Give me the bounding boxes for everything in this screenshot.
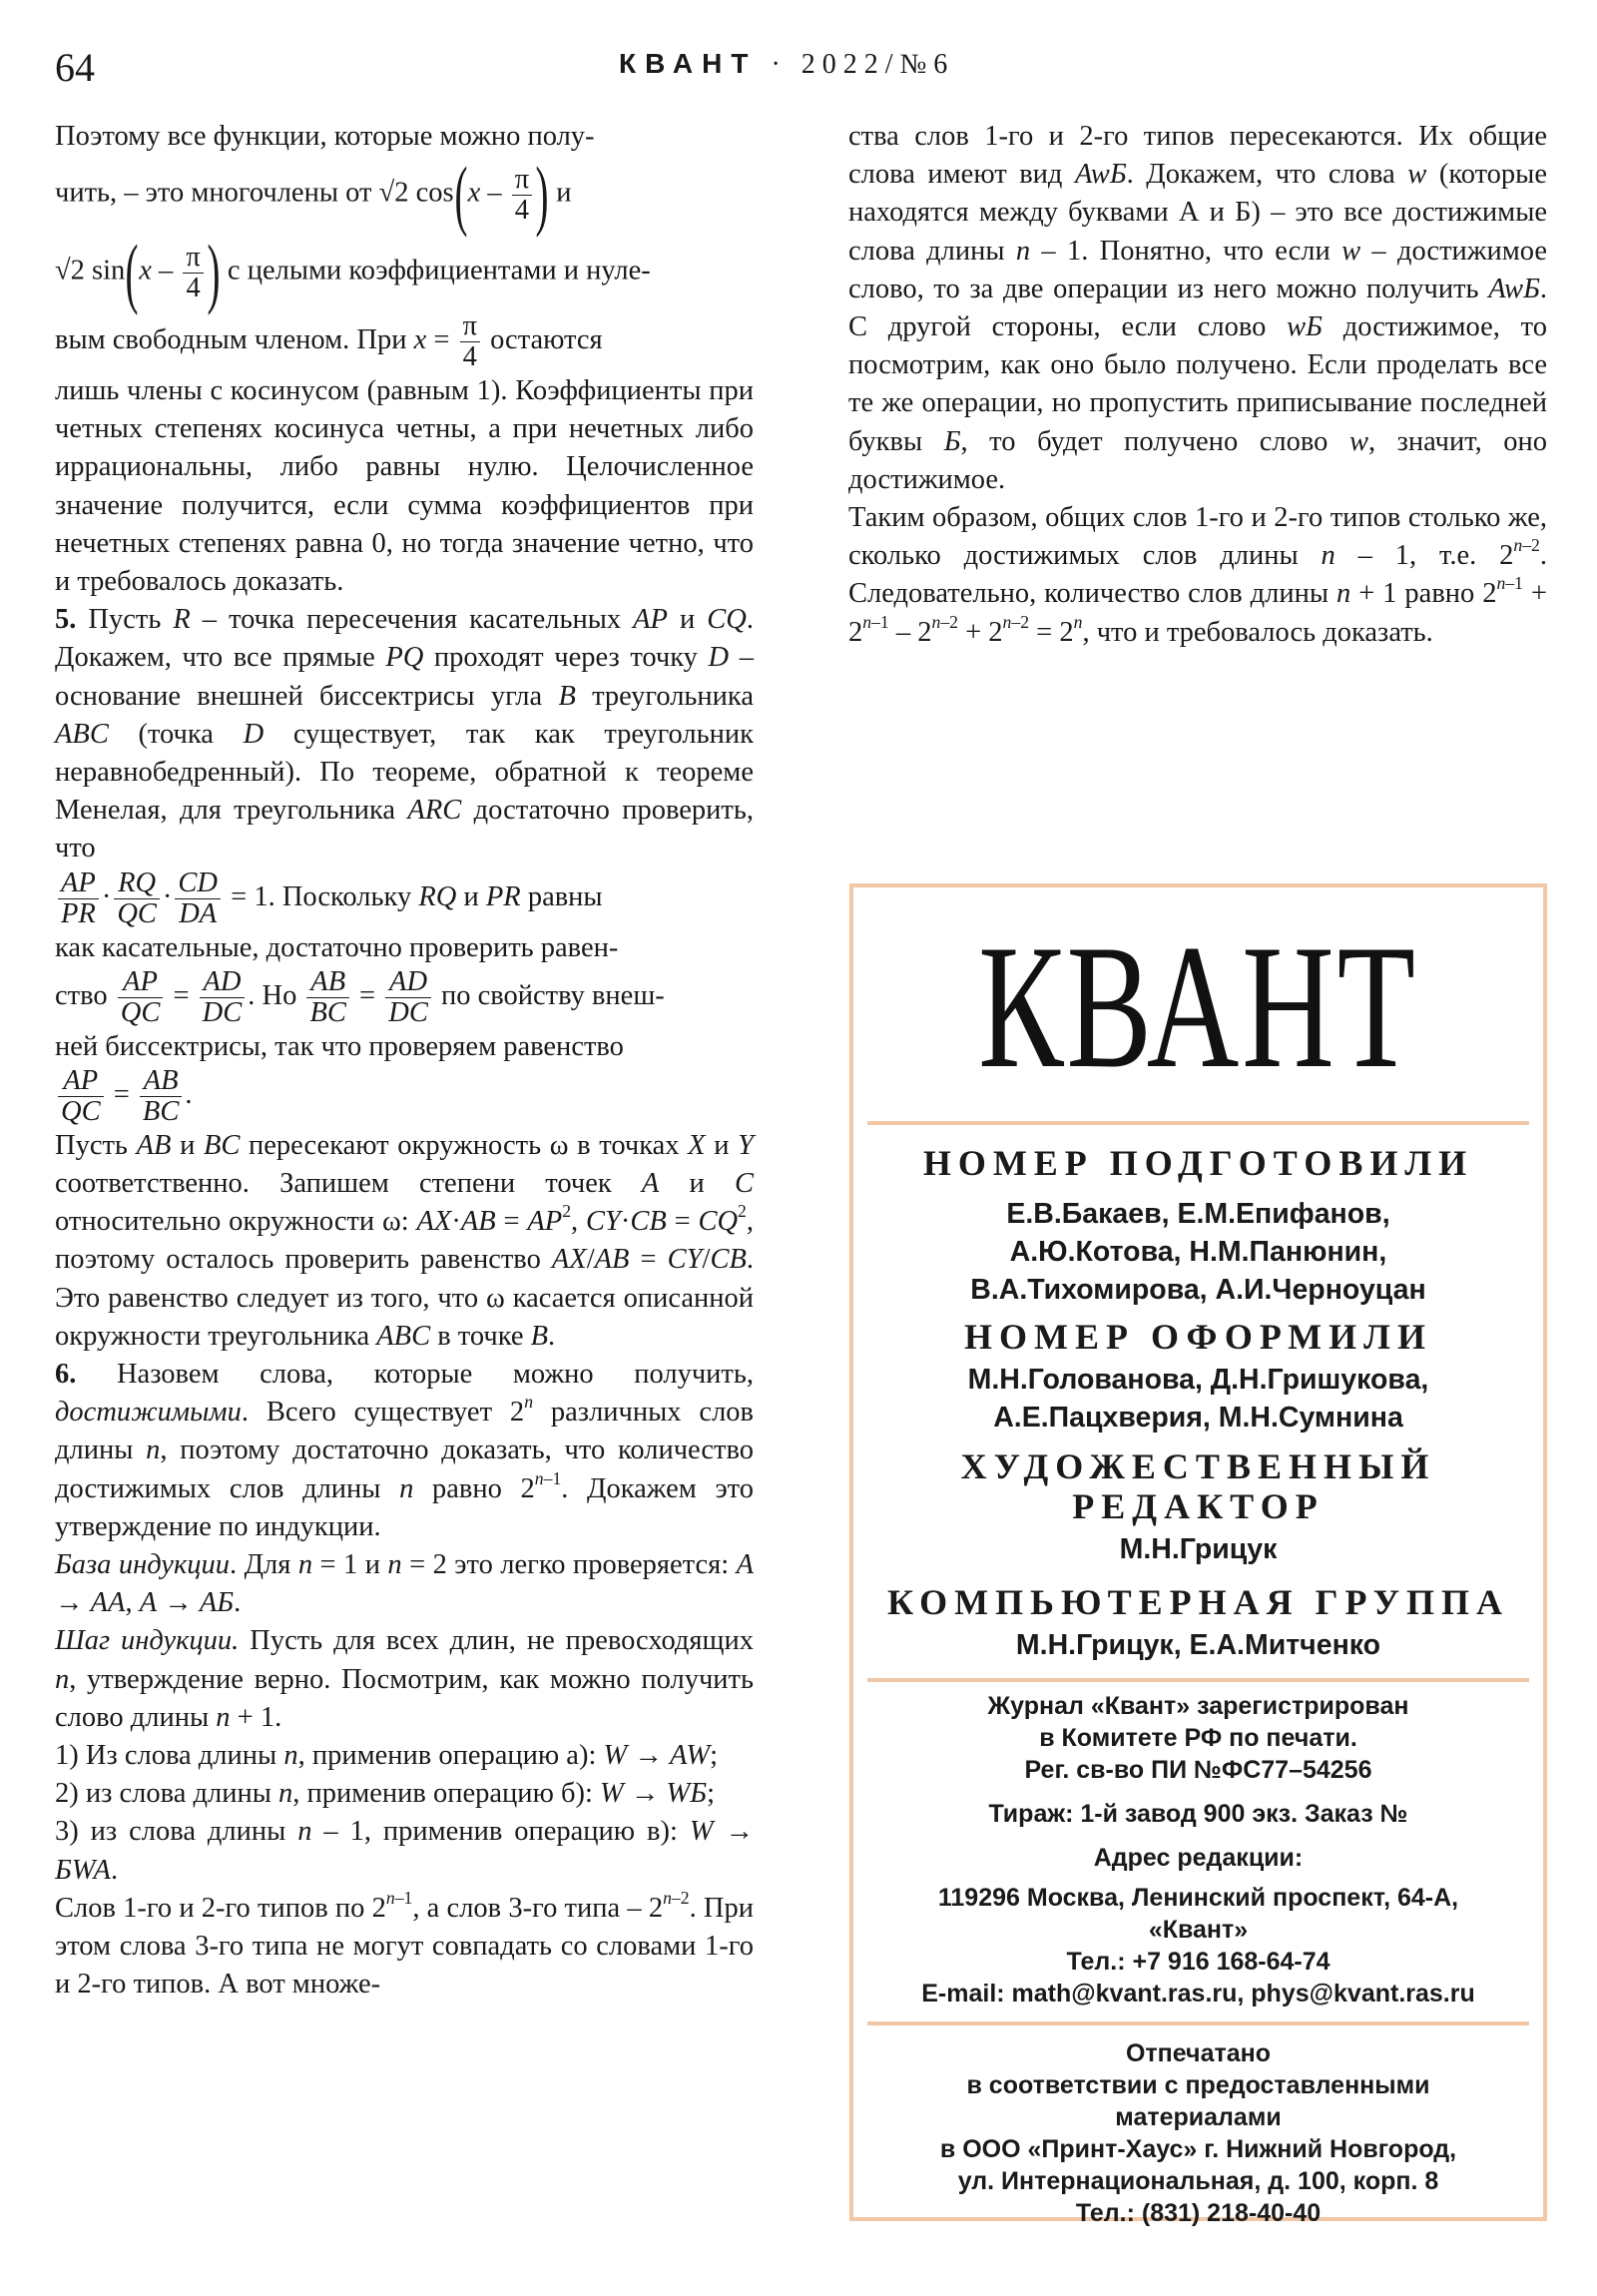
paragraph: ней биссектрисы, так что проверяем равенство [55, 1030, 624, 1062]
name-line: Е.В.Бакаев, Е.М.Епифанов, [1006, 1198, 1390, 1230]
kvant-logo: КВАНТ [978, 907, 1418, 1105]
circulation-info: Тираж: 1-й завод 900 экз. Заказ № [988, 1800, 1408, 1828]
paragraph: Поэтому все функции, которые можно полу- [55, 121, 595, 152]
art-editor-heading [853, 1446, 1543, 1526]
right-column [848, 118, 1547, 652]
paragraph: лишь члены с косинусом (равным 1). Коэффициенты при четных степенях косинуса четны, а при нечетных либо иррациональны, либо равны нулю. Целочисленное значение получится, если сумма коэффициентов при нечетных степенях равна 0, но тогда значение четно, что и требовалось доказать. [55, 375, 754, 598]
text-line: материалами [1115, 2103, 1282, 2131]
imprint-box [849, 883, 1547, 2227]
printing-info [853, 2037, 1543, 2229]
text-line: в ООО «Принт-Хаус» г. Нижний Новгород, [939, 2135, 1457, 2163]
registration-info [853, 1690, 1543, 1786]
paragraph: 2) из слова длины n, применив операцию б): W → WБ; [55, 1778, 715, 1810]
phone: Тел.: +7 916 168-64-74 [1066, 1948, 1331, 1976]
heading-line: РЕДАКТОР [1072, 1486, 1325, 1526]
text-line: Отпечатано [1125, 2039, 1271, 2067]
name-line: А.Е.Пацхверия, М.Н.Сумнина [993, 1402, 1403, 1434]
paragraph: 3) из слова длины n – 1, применив операцию в): W → БWA. [55, 1816, 754, 1886]
paragraph: чить, – это многочлены от √2 cos(x – $\frac{\pi}{4}$ ) и [55, 151, 572, 239]
issue-number: 2022/№6 [800, 49, 955, 80]
art-editor-name: М.Н.Грицук [1119, 1533, 1278, 1565]
page-number: 64 [55, 45, 95, 90]
text-line: ул. Интернациональная, д. 100, корп. 8 [957, 2167, 1439, 2195]
prepared-heading: НОМЕР ПОДГОТОВИЛИ [922, 1143, 1474, 1183]
address-heading: Адрес редакции: [1093, 1844, 1304, 1872]
paragraph: ство $\frac{AP}{QC}$ = $\frac{AD}{DC}$ . Но $\frac{AB}{BC}$ = $\frac{AD}{DC}$ по свойству внеш- [55, 965, 665, 1028]
text-line: в соответствии с предоставленными [966, 2071, 1430, 2099]
text-line: «Квант» [1148, 1916, 1249, 1944]
journal-name: КВАНТ [619, 48, 758, 79]
paragraph: База индукции. Для n = 1 и n = 2 это легко проверяется: A → AA, A → AБ. [55, 1548, 754, 1619]
header-separator: · [771, 49, 788, 80]
text-line: в Комитете РФ по печати. [1039, 1724, 1357, 1752]
divider [867, 1121, 1529, 1125]
paragraph: ства слов 1-го и 2-го типов пересекаются. Их общие слова имеют вид AwБ. Докажем, что слова w (которые находятся между буквами А и Б) – это все достижимые слова длины n – 1. Понятно, что если w – достижимое слово, то за две операции из него можно получить AwБ. С другой стороны, если слово wБ достижимое, то посмотрим, как оно было получено. Если проделать все те же операции, но пропустить приписывание последней буквы Б, то будет получено слово w, значит, оно достижимое. [848, 121, 1548, 495]
running-header [0, 0, 1597, 120]
prepared-names [853, 1195, 1543, 1309]
paragraph: $\frac{AP}{PR}$ · $\frac{RQ}{QC}$ · $\frac{CD}{DA}$ = 1. Поскольку RQ и PR равны [55, 868, 754, 929]
paragraph: $\frac{AP}{QC}$ = $\frac{AB}{BC}$ . [55, 1066, 754, 1127]
name-line: А.Ю.Котова, Н.М.Панюнин, [1009, 1236, 1387, 1268]
divider [867, 2021, 1529, 2025]
address-info [853, 1882, 1543, 2009]
left-column [55, 118, 754, 2004]
computer-group-heading: КОМПЬЮТЕРНАЯ ГРУППА [886, 1582, 1510, 1622]
name-line: В.А.Тихомирова, А.И.Черноуцан [970, 1274, 1426, 1306]
heading-line: ХУДОЖЕСТВЕННЫЙ [960, 1446, 1436, 1486]
text-line: Журнал «Квант» зарегистрирован [987, 1692, 1409, 1720]
designed-heading: НОМЕР ОФОРМИЛИ [964, 1317, 1432, 1357]
paragraph: как касательные, достаточно проверить равен- [55, 931, 619, 963]
journal-issue-line [619, 48, 954, 81]
paragraph: Пусть AB и BC пересекают окружность ω в точках X и Y соответственно. Запишем степени точек A и C относительно окружности ω: $AX\cdot AB = AP^2$, $CY\cdot CB = CQ^2$, поэтому осталось проверить равенство AX/AB = CY/CB. Это равенство следует из того, что ω касается описанной окружности треугольника ABC в точке B. [55, 1129, 755, 1352]
computer-group-names: М.Н.Грицук, Е.А.Митченко [1015, 1629, 1381, 1661]
text-line: Рег. св-во ПИ №ФС77–54256 [1024, 1756, 1372, 1784]
divider [867, 1678, 1529, 1682]
paragraph: 1) Из слова длины n, применив операцию а): W → AW; [55, 1739, 719, 1771]
paragraph: Шаг индукции. Пусть для всех длин, не превосходящих n, утверждение верно. Посмотрим, как можно получить слово длины n + 1. [55, 1625, 754, 1733]
phone: Тел.: (831) 218-40-40 [1075, 2199, 1322, 2227]
email: E-mail: math@kvant.ras.ru, phys@kvant.ras.ru [921, 1980, 1475, 2008]
paragraph: √2 sin(x – $\frac{\pi}{4}$ ) с целыми коэффициентами и нуле- [55, 229, 651, 316]
paragraph: вым свободным членом. При x = $\frac{\pi}{4}$ остаются [55, 310, 603, 373]
name-line: М.Н.Голованова, Д.Н.Гришукова, [967, 1364, 1429, 1396]
paragraph: 5. Пусть R – точка пересечения касательных AP и CQ. Докажем, что все прямые PQ проходят через точку D – основание внешней биссектрисы угла B треугольника ABC (точка D существует, так как треугольник неравнобедренный). По теореме, обратной к теореме Менелая, для треугольника ARC достаточно проверить, что [55, 604, 754, 864]
paragraph: Таким образом, общих слов 1-го и 2-го типов столько же, сколько достижимых слов длины n – 1, т.е. 2$^{n-2}$. Следовательно, количество слов длины n + 1 равно $2^{n-1} + 2^{n-1} - 2^{n-2} + 2^{n-2} = 2^n$, что и требовалось доказать. [848, 502, 1548, 648]
text-line: 119296 Москва, Ленинский проспект, 64-А, [937, 1884, 1459, 1912]
paragraph: 6. Назовем слова, которые можно получить, достижимыми. Всего существует 2$^n$ различных слов длины n, поэтому достаточно доказать, что количество достижимых слов длины n равно 2$^{n-1}$. Докажем это утверждение по индукции. [55, 1358, 755, 1542]
designed-names [853, 1361, 1543, 1436]
paragraph: Слов 1-го и 2-го типов по 2$^{n-1}$, а слов 3-го типа – 2$^{n-2}$. При этом слова 3-го типа не могут совпадать со словами 1-го и 2-го типов. А вот множе- [55, 1887, 754, 2001]
